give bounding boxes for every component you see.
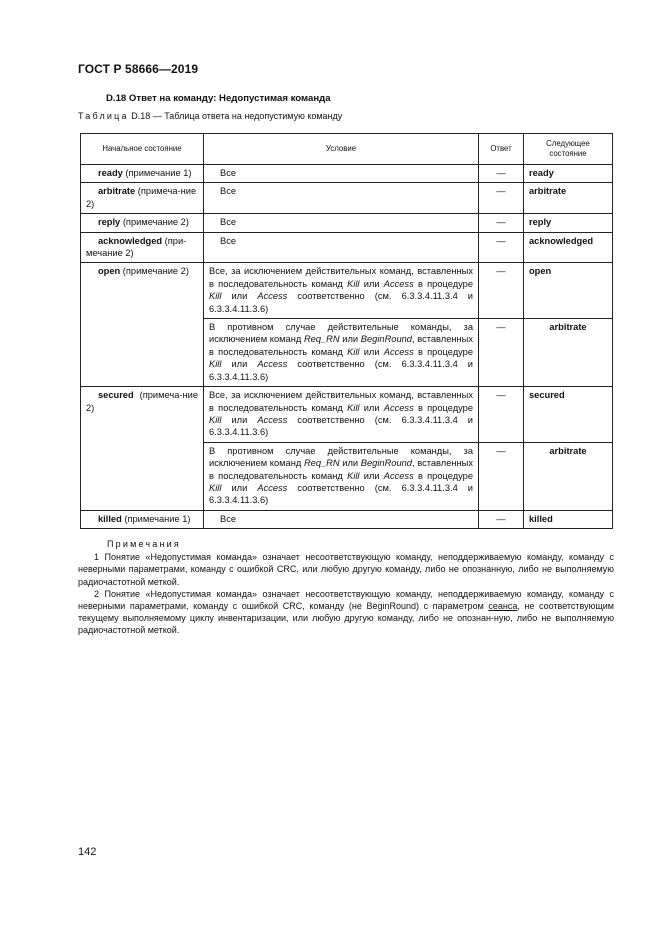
cell-start-state <box>81 232 204 263</box>
state-name: arbitrate <box>98 186 136 197</box>
cell-answer: — <box>479 387 524 443</box>
state-note: (примечание 1) <box>122 168 192 178</box>
cell-condition: Все <box>204 510 479 528</box>
table-row <box>81 183 613 214</box>
note-2: 2 Понятие «Недопустимая команда» означает несоответствующую команду, неподдерживаемую команду, команду с неверными параметрами, команду с ошибкой CRC, команду (не BeginRound) с параметром сеанса, не соответствующим текущему выполняемому циклу инвентаризации, или любую другую команду, либо не опознан-ную, либо не выполняемую радиочастотной меткой. <box>78 588 614 636</box>
table-row <box>81 387 613 443</box>
state-note: (примеча-ние 2) <box>86 186 197 209</box>
response-table <box>80 133 613 529</box>
state-note: (примечание 1) <box>121 513 191 524</box>
table-caption <box>78 111 342 121</box>
cell-answer: — <box>479 319 524 387</box>
cell-next-state: acknowledged <box>524 232 613 263</box>
cell-answer: — <box>479 442 524 510</box>
cell-answer: — <box>479 165 524 183</box>
cell-next-state: arbitrate <box>524 183 613 214</box>
header-start-state: Начальное состояние <box>81 134 204 165</box>
notes-title: Примечания <box>107 539 181 549</box>
cell-start-state <box>81 510 204 528</box>
cell-start-state <box>81 214 204 232</box>
state-name: killed <box>98 513 122 524</box>
cell-answer: — <box>479 510 524 528</box>
table-caption-label: Таблица <box>78 111 129 121</box>
table-caption-text: D.18 — Таблица ответа на недопустимую команду <box>128 111 343 121</box>
cell-start-state <box>81 183 204 214</box>
state-name: open <box>98 266 121 277</box>
cell-answer: — <box>479 183 524 214</box>
cell-next-state: secured <box>524 387 613 443</box>
cell-next-state: arbitrate <box>524 319 613 387</box>
cell-start-state <box>81 387 204 511</box>
state-note: (примечание 2) <box>120 266 189 277</box>
state-note: (при-мечание 2) <box>86 235 187 259</box>
cell-next-state: reply <box>524 214 613 232</box>
header-answer: Ответ <box>479 134 524 165</box>
state-note: (примечание 2) <box>120 217 189 228</box>
note-1: 1 Понятие «Недопустимая команда» означает несоответствующую команду, неподдерживаемую команду, команду с неверными параметрами, команду с ошибкой CRC, или любую другую команду, либо не опознанную, либо не выполняемую радиочастотной меткой. <box>78 552 614 587</box>
state-name: ready <box>98 168 123 178</box>
page-number: 142 <box>78 846 97 858</box>
cell-condition: Все, за исключением действительных команд, вставленных в последовательность команд Kill или Access в процедуре Kill или Access соответственно (см. 6.3.3.4.11.3.4 и 6.3.3.4.11.3.6) <box>204 387 479 443</box>
cell-condition: Все <box>204 232 479 263</box>
cell-answer: — <box>479 263 524 319</box>
state-name: reply <box>98 217 121 228</box>
header-condition: Условие <box>204 134 479 165</box>
table-row <box>81 263 613 319</box>
document-standard-header: ГОСТ Р 58666—2019 <box>78 62 199 76</box>
cell-condition: Все <box>204 214 479 232</box>
cell-condition: Все, за исключением действительных команд, вставленных в последовательность команд Kill или Access в процедуре Kill или Access соответственно (см. 6.3.3.4.11.3.4 и 6.3.3.4.11.3.6) <box>204 263 479 319</box>
cell-start-state <box>81 263 204 387</box>
cell-next-state: arbitrate <box>524 442 613 510</box>
header-next-state: Следующее состояние <box>524 134 613 165</box>
table-row <box>81 510 613 528</box>
cell-next-state: killed <box>524 510 613 528</box>
cell-condition: Все <box>204 165 479 183</box>
table-row <box>81 232 613 263</box>
cell-condition: В противном случае действительные команды, за исключением команд Req_RN или BeginRound, вставленных в последовательность команд Kill или Access в процедуре Kill или Access соответственно (см. 6.3.3.4.11.3.4 и 6.3.3.4.11.3.6) <box>204 319 479 387</box>
state-note: (примеча-ние 2) <box>86 390 198 413</box>
table-header-row <box>81 134 613 165</box>
notes-block <box>78 538 614 637</box>
table-row <box>81 214 613 232</box>
cell-answer: — <box>479 232 524 263</box>
state-name: secured <box>98 390 134 401</box>
state-name: acknowledged <box>98 235 163 246</box>
cell-condition: Все <box>204 183 479 214</box>
cell-answer: — <box>479 214 524 232</box>
table-row <box>81 165 613 183</box>
cell-next-state: ready <box>524 165 613 183</box>
section-title: D.18 Ответ на команду: Недопустимая команда <box>106 93 331 104</box>
cell-next-state: open <box>524 263 613 319</box>
cell-start-state <box>81 165 204 183</box>
cell-condition: В противном случае действительные команды, за исключением команд Req_RN или BeginRound, вставленных в последовательность команд Kill или Access в процедуре Kill или Access соответственно (см. 6.3.3.4.11.3.4 и 6.3.3.4.11.3.6) <box>204 442 479 510</box>
note-2-underlined-term: сеанса <box>488 601 518 612</box>
